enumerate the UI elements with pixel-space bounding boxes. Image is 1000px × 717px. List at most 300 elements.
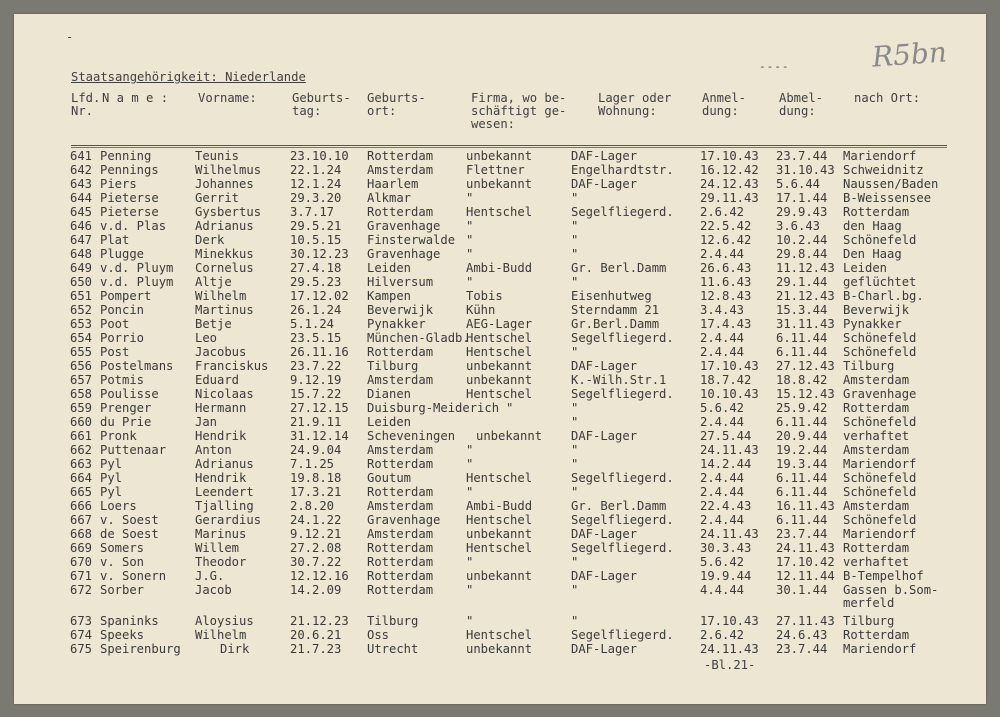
- cell-firma: unbekannt: [466, 149, 533, 163]
- header-vorname: Vorname:: [198, 91, 257, 105]
- cell-geburtsort: Rotterdam: [367, 485, 434, 499]
- page-number: -Bl.21-: [704, 658, 756, 672]
- cell-geburtsort: Finsterwalde: [367, 233, 456, 247]
- cell-geburtstag: 7.1.25: [290, 457, 335, 471]
- cell-firma: Hentschel: [466, 471, 533, 485]
- header-abmeldung: Abmel- dung:: [779, 91, 824, 118]
- cell-firma: ": [466, 457, 474, 471]
- cell-vorname: Derk: [195, 233, 225, 247]
- cell-nr: 656: [70, 359, 93, 373]
- cell-name: Poot: [100, 317, 130, 331]
- cell-name: Poncin: [100, 303, 145, 317]
- cell-firma: Hentschel: [466, 541, 533, 555]
- cell-vorname: Minekkus: [195, 247, 254, 261]
- table-row: [14, 628, 986, 642]
- cell-nr: 648: [70, 247, 93, 261]
- cell-geburtstag: 9.12.19: [290, 373, 342, 387]
- cell-nr: 643: [70, 177, 93, 191]
- cell-vorname: Marinus: [195, 527, 247, 541]
- cell-geburtstag: 23.7.22: [290, 359, 342, 373]
- table-row: [14, 642, 986, 656]
- table-row: [14, 569, 986, 583]
- table-row: [14, 331, 986, 345]
- table-row: [14, 163, 986, 177]
- cell-geburtsort: Goutum: [367, 471, 412, 485]
- cell-nach-ort: Leiden: [843, 261, 888, 275]
- cell-nr: 645: [70, 205, 93, 219]
- cell-vorname: Hermann: [195, 401, 247, 415]
- cell-firma: Ambi-Budd: [466, 261, 533, 275]
- cell-nach-ort: Schönefeld: [843, 345, 917, 359]
- cell-lager: ": [571, 485, 579, 499]
- cell-name: Pieterse: [100, 191, 159, 205]
- cell-firma: Hentschel: [466, 628, 533, 642]
- cell-geburtsort: Pynakker: [367, 317, 426, 331]
- cell-lager: ": [571, 583, 579, 597]
- cell-abmeldung: 6.11.44: [776, 513, 828, 527]
- table-row: [14, 317, 986, 331]
- cell-geburtstag: 22.1.24: [290, 163, 342, 177]
- cell-name: Plugge: [100, 247, 145, 261]
- cell-geburtstag: 30.7.22: [290, 555, 342, 569]
- cell-name: du Prie: [100, 415, 152, 429]
- cell-firma: unbekannt: [466, 569, 533, 583]
- cell-name: Speirenburg: [100, 642, 181, 656]
- cell-geburtsort: Rotterdam: [367, 345, 434, 359]
- handwritten-annotation: R5bn: [870, 35, 948, 74]
- cell-lager: ": [571, 219, 579, 233]
- cell-lager: Sterndamm 21: [571, 303, 660, 317]
- cell-vorname: Wilhelm: [195, 628, 247, 642]
- cell-vorname: Jacobus: [195, 345, 247, 359]
- cell-nach-ort: Tilburg: [843, 359, 895, 373]
- cell-firma: ": [466, 555, 474, 569]
- cell-nr: 646: [70, 219, 93, 233]
- cell-anmeldung: 18.7.42: [700, 373, 752, 387]
- table-row: [14, 219, 986, 233]
- cell-nr: 669: [70, 541, 93, 555]
- cell-geburtsort: Amsterdam: [367, 163, 434, 177]
- cell-abmeldung: 23.7.44: [776, 642, 828, 656]
- cell-name: Porrio: [100, 331, 145, 345]
- cell-nach-ort: Naussen/Baden: [843, 177, 939, 191]
- cell-name: v.d. Plas: [100, 219, 167, 233]
- cell-geburtsort: Tilburg: [367, 359, 419, 373]
- cell-abmeldung: 18.8.42: [776, 373, 828, 387]
- cell-geburtsort: Dianen: [367, 387, 412, 401]
- cell-nr: 666: [70, 499, 93, 513]
- header-geburtstag: Geburts- tag:: [292, 91, 351, 118]
- cell-nr: 664: [70, 471, 93, 485]
- table-row: [14, 275, 986, 289]
- cell-nach-ort: den Haag: [843, 219, 902, 233]
- cell-geburtsort: München-Gladb.: [367, 331, 470, 345]
- cell-geburtsort: Duisburg-Meiderich: [367, 401, 500, 415]
- cell-name: Prenger: [100, 401, 152, 415]
- table-row: [14, 471, 986, 485]
- cell-nach-ort: Rotterdam: [843, 205, 910, 219]
- table-row: [14, 583, 986, 597]
- cell-lager: ": [571, 614, 579, 628]
- cell-geburtstag: 29.3.20: [290, 191, 342, 205]
- cell-firma: Kühn: [466, 303, 496, 317]
- cell-nr: 653: [70, 317, 93, 331]
- table-row: [14, 261, 986, 275]
- cell-vorname: Wilhelm: [195, 289, 247, 303]
- cell-geburtstag: 10.5.15: [290, 233, 342, 247]
- table-row: [14, 415, 986, 429]
- cell-nach-ort: Beverwijk: [843, 303, 910, 317]
- cell-abmeldung: 17.10.42: [776, 555, 835, 569]
- cell-nr: 642: [70, 163, 93, 177]
- cell-vorname: Adrianus: [195, 219, 254, 233]
- cell-anmeldung: 2.6.42: [700, 628, 745, 642]
- cell-firma: ": [466, 247, 474, 261]
- cell-abmeldung: 6.11.44: [776, 485, 828, 499]
- cell-vorname: Hendrik: [195, 471, 247, 485]
- table-row: [14, 373, 986, 387]
- cell-vorname: Cornelus: [195, 261, 254, 275]
- cell-abmeldung: 6.11.44: [776, 471, 828, 485]
- cell-nr: 658: [70, 387, 93, 401]
- cell-nach-ort: B-Charl.bg.: [843, 289, 924, 303]
- cell-anmeldung: 14.2.44: [700, 457, 752, 471]
- cell-name: Puttenaar: [100, 443, 167, 457]
- cell-nach-ort: Gassen b.Som-: [843, 583, 939, 597]
- cell-geburtsort: Rotterdam: [367, 583, 434, 597]
- cell-nach-ort: Gravenhage: [843, 387, 917, 401]
- cell-vorname: J.G.: [195, 569, 225, 583]
- cell-geburtstag: 23.10.10: [290, 149, 349, 163]
- cell-nr: 673: [70, 614, 93, 628]
- cell-lager: DAF-Lager: [571, 642, 638, 656]
- cell-anmeldung: 22.5.42: [700, 219, 752, 233]
- cell-nr: 659: [70, 401, 93, 415]
- cell-geburtstag: 29.5.21: [290, 219, 342, 233]
- cell-geburtstag: 31.12.14: [290, 429, 349, 443]
- cell-anmeldung: 2.4.44: [700, 485, 745, 499]
- header-lager: Lager oder Wohnung:: [598, 91, 672, 118]
- cell-geburtstag: 26.11.16: [290, 345, 349, 359]
- cell-geburtstag: 15.7.22: [290, 387, 342, 401]
- cell-geburtsort: Alkmar: [367, 191, 412, 205]
- cell-firma: unbekannt: [466, 359, 533, 373]
- document-page: [14, 14, 986, 704]
- cell-firma: ": [466, 233, 474, 247]
- cell-lager: Eisenhutweg: [571, 289, 652, 303]
- cell-nach-ort: Schönefeld: [843, 331, 917, 345]
- cell-vorname: Theodor: [195, 555, 247, 569]
- cell-geburtstag: 19.8.18: [290, 471, 342, 485]
- cell-abmeldung: 23.7.44: [776, 149, 828, 163]
- cell-anmeldung: 19.9.44: [700, 569, 752, 583]
- table-row: [14, 233, 986, 247]
- cell-lager: Segelfliegerd.: [571, 471, 674, 485]
- cell-lager: DAF-Lager: [571, 359, 638, 373]
- cell-nach-ort: Rotterdam: [843, 401, 910, 415]
- cell-anmeldung: 24.11.43: [700, 443, 759, 457]
- cell-geburtstag: 20.6.21: [290, 628, 342, 642]
- cell-nach-ort: Mariendorf: [843, 642, 917, 656]
- cell-nr: 667: [70, 513, 93, 527]
- top-right-dashes: ----: [759, 60, 790, 73]
- cell-anmeldung: 11.6.43: [700, 275, 752, 289]
- cell-anmeldung: 17.10.43: [700, 359, 759, 373]
- cell-abmeldung: 27.12.43: [776, 359, 835, 373]
- cell-name: Pronk: [100, 429, 137, 443]
- cell-firma: ": [466, 583, 474, 597]
- table-row: [14, 149, 986, 163]
- cell-lager: Engelhardtstr.: [571, 163, 674, 177]
- cell-name: Plat: [100, 233, 130, 247]
- cell-abmeldung: 6.11.44: [776, 345, 828, 359]
- cell-vorname: Leendert: [195, 485, 254, 499]
- cell-abmeldung: 20.9.44: [776, 429, 828, 443]
- cell-lager: ": [571, 191, 579, 205]
- cell-geburtstag: 27.12.15: [290, 401, 349, 415]
- cell-geburtsort: Gravenhage: [367, 219, 441, 233]
- cell-firma: ": [466, 219, 474, 233]
- cell-abmeldung: 29.1.44: [776, 275, 828, 289]
- cell-firma: AEG-Lager: [466, 317, 533, 331]
- cell-vorname: Franciskus: [195, 359, 269, 373]
- table-row: [14, 513, 986, 527]
- cell-geburtstag: 26.1.24: [290, 303, 342, 317]
- cell-abmeldung: 6.11.44: [776, 415, 828, 429]
- cell-anmeldung: 24.11.43: [700, 642, 759, 656]
- cell-anmeldung: 3.4.43: [700, 303, 745, 317]
- cell-lager: ": [571, 345, 579, 359]
- cell-abmeldung: 24.11.43: [776, 541, 835, 555]
- cell-nr: 662: [70, 443, 93, 457]
- cell-lager: ": [571, 247, 579, 261]
- cell-geburtsort: Beverwijk: [367, 303, 434, 317]
- cell-geburtsort: Tilburg: [367, 614, 419, 628]
- cell-lager: Segelfliegerd.: [571, 541, 674, 555]
- cell-abmeldung: 12.11.44: [776, 569, 835, 583]
- cell-nach-ort: Amsterdam: [843, 373, 910, 387]
- cell-abmeldung: 15.12.43: [776, 387, 835, 401]
- cell-nr: 652: [70, 303, 93, 317]
- cell-nr: 672: [70, 583, 93, 597]
- table-row: [14, 443, 986, 457]
- cell-anmeldung: 30.3.43: [700, 541, 752, 555]
- table-row-continuation: [14, 597, 986, 610]
- table-row: [14, 303, 986, 317]
- cell-geburtsort: Rotterdam: [367, 457, 434, 471]
- cell-abmeldung: 6.11.44: [776, 331, 828, 345]
- cell-nach-ort: Den Haag: [843, 247, 902, 261]
- cell-name: Pyl: [100, 485, 123, 499]
- cell-name: Pyl: [100, 471, 123, 485]
- cell-anmeldung: 2.4.44: [700, 345, 745, 359]
- cell-name: de Soest: [100, 527, 159, 541]
- cell-lager: ": [571, 443, 579, 457]
- cell-geburtsort: Amsterdam: [367, 373, 434, 387]
- cell-firma: Hentschel: [466, 205, 533, 219]
- cell-firma: Hentschel: [466, 345, 533, 359]
- cell-vorname: Gerrit: [195, 191, 240, 205]
- cell-lager: ": [571, 233, 579, 247]
- cell-nr: 675: [70, 642, 93, 656]
- cell-geburtsort: Amsterdam: [367, 443, 434, 457]
- cell-geburtstag: 17.3.21: [290, 485, 342, 499]
- cell-name: v.d. Pluym: [100, 275, 174, 289]
- cell-name: Loers: [100, 499, 137, 513]
- cell-geburtsort: Scheveningen: [367, 429, 456, 443]
- cell-anmeldung: 2.4.44: [700, 471, 745, 485]
- cell-vorname: Wilhelmus: [195, 163, 262, 177]
- cell-lager: Gr.Berl.Damm: [571, 317, 660, 331]
- cell-abmeldung: 17.1.44: [776, 191, 828, 205]
- cell-vorname: Aloysius: [195, 614, 254, 628]
- cell-lager: ": [571, 275, 579, 289]
- cell-geburtsort: Rotterdam: [367, 205, 434, 219]
- cell-abmeldung: 31.11.43: [776, 317, 835, 331]
- corner-mark: -: [66, 30, 74, 44]
- cell-geburtsort: Amsterdam: [367, 527, 434, 541]
- cell-vorname: Hendrik: [195, 429, 247, 443]
- cell-geburtstag: 21.12.23: [290, 614, 349, 628]
- cell-geburtstag: 29.5.23: [290, 275, 342, 289]
- cell-anmeldung: 4.4.44: [700, 583, 745, 597]
- header-name: N a m e :: [102, 91, 169, 105]
- cell-nach-ort: Amsterdam: [843, 443, 910, 457]
- cell-firma: unbekannt: [466, 373, 533, 387]
- cell-nr: 655: [70, 345, 93, 359]
- cell-anmeldung: 2.6.42: [700, 205, 745, 219]
- cell-firma: Hentschel: [466, 331, 533, 345]
- cell-nach-ort: Mariendorf: [843, 457, 917, 471]
- cell-nach-ort: Schönefeld: [843, 233, 917, 247]
- cell-name: Spaninks: [100, 614, 159, 628]
- cell-vorname: Dirk: [220, 642, 250, 656]
- header-rule: [71, 145, 947, 146]
- cell-lager: DAF-Lager: [571, 569, 638, 583]
- cell-vorname: Anton: [195, 443, 232, 457]
- cell-abmeldung: 15.3.44: [776, 303, 828, 317]
- cell-name: Speeks: [100, 628, 145, 642]
- cell-anmeldung: 27.5.44: [700, 429, 752, 443]
- cell-firma: ": [466, 443, 474, 457]
- cell-geburtsort: Amsterdam: [367, 499, 434, 513]
- cell-anmeldung: 5.6.42: [700, 555, 745, 569]
- cell-vorname: Jan: [195, 415, 218, 429]
- cell-nach-ort: Mariendorf: [843, 149, 917, 163]
- cell-name: v. Soest: [100, 513, 159, 527]
- cell-lager: Segelfliegerd.: [571, 628, 674, 642]
- cell-nr: 647: [70, 233, 93, 247]
- cell-nach-ort: Schönefeld: [843, 471, 917, 485]
- cell-nach-ort: B-Weissensee: [843, 191, 932, 205]
- cell-geburtstag: 24.9.04: [290, 443, 342, 457]
- cell-name: Somers: [100, 541, 145, 555]
- cell-geburtsort: Rotterdam: [367, 555, 434, 569]
- cell-vorname: Betje: [195, 317, 232, 331]
- cell-vorname: Eduard: [195, 373, 240, 387]
- cell-firma: unbekannt: [466, 177, 533, 191]
- cell-geburtstag: 27.4.18: [290, 261, 342, 275]
- cell-name: Pieterse: [100, 205, 159, 219]
- table-row: [14, 614, 986, 628]
- register-table: [14, 149, 986, 656]
- cell-nr: 668: [70, 527, 93, 541]
- cell-lager: Segelfliegerd.: [571, 387, 674, 401]
- cell-abmeldung: 21.12.43: [776, 289, 835, 303]
- table-row: [14, 555, 986, 569]
- cell-abmeldung: 29.8.44: [776, 247, 828, 261]
- cell-vorname: Martinus: [195, 303, 254, 317]
- cell-nr: 674: [70, 628, 93, 642]
- table-row: [14, 457, 986, 471]
- cell-geburtsort: Leiden: [367, 261, 412, 275]
- header-rule-double: [71, 147, 947, 148]
- cell-geburtstag: 24.1.22: [290, 513, 342, 527]
- cell-anmeldung: 16.12.42: [700, 163, 759, 177]
- cell-firma: ": [466, 614, 474, 628]
- cell-lager: ": [571, 457, 579, 471]
- cell-firma: ": [466, 191, 474, 205]
- cell-nr: 663: [70, 457, 93, 471]
- cell-nach-ort: Rotterdam: [843, 628, 910, 642]
- cell-name: v. Son: [100, 555, 145, 569]
- cell-lager: DAF-Lager: [571, 527, 638, 541]
- table-row: [14, 289, 986, 303]
- cell-nach-ort: Rotterdam: [843, 541, 910, 555]
- cell-geburtstag: 21.7.23: [290, 642, 342, 656]
- cell-anmeldung: 17.4.43: [700, 317, 752, 331]
- cell-nr: 644: [70, 191, 93, 205]
- cell-lager: ": [571, 401, 579, 415]
- cell-geburtstag: 30.12.23: [290, 247, 349, 261]
- cell-anmeldung: 2.4.44: [700, 513, 745, 527]
- cell-vorname: Tjalling: [195, 499, 254, 513]
- cell-abmeldung: 27.11.43: [776, 614, 835, 628]
- cell-anmeldung: 29.11.43: [700, 191, 759, 205]
- cell-vorname: Nicolaas: [195, 387, 254, 401]
- cell-abmeldung: 19.2.44: [776, 443, 828, 457]
- cell-firma: unbekannt: [466, 527, 533, 541]
- cell-vorname: Teunis: [195, 149, 240, 163]
- cell-anmeldung: 2.4.44: [700, 415, 745, 429]
- cell-firma: ": [466, 275, 474, 289]
- cell-vorname: Gysbertus: [195, 205, 262, 219]
- cell-vorname: Leo: [195, 331, 218, 345]
- cell-lager: DAF-Lager: [571, 149, 638, 163]
- cell-firma: Tobis: [466, 289, 503, 303]
- cell-geburtstag: 5.1.24: [290, 317, 335, 331]
- cell-nach-ort: Schönefeld: [843, 513, 917, 527]
- cell-geburtsort: Hilversum: [367, 275, 434, 289]
- cell-lager: ": [571, 555, 579, 569]
- cell-name: Postelmans: [100, 359, 174, 373]
- cell-geburtstag: 21.9.11: [290, 415, 342, 429]
- header-anmeldung: Anmel- dung:: [702, 91, 747, 118]
- cell-geburtstag: 12.1.24: [290, 177, 342, 191]
- cell-geburtsort: Rotterdam: [367, 569, 434, 583]
- cell-abmeldung: 23.7.44: [776, 527, 828, 541]
- cell-abmeldung: 29.9.43: [776, 205, 828, 219]
- table-row: [14, 485, 986, 499]
- cell-nr: 651: [70, 289, 93, 303]
- cell-vorname: Gerardius: [195, 513, 262, 527]
- cell-nach-ort: verhaftet: [843, 555, 910, 569]
- cell-nr: 657: [70, 373, 93, 387]
- cell-geburtsort: Kampen: [367, 289, 412, 303]
- cell-nr: 649: [70, 261, 93, 275]
- cell-lager: Segelfliegerd.: [571, 513, 674, 527]
- cell-geburtstag: 12.12.16: [290, 569, 349, 583]
